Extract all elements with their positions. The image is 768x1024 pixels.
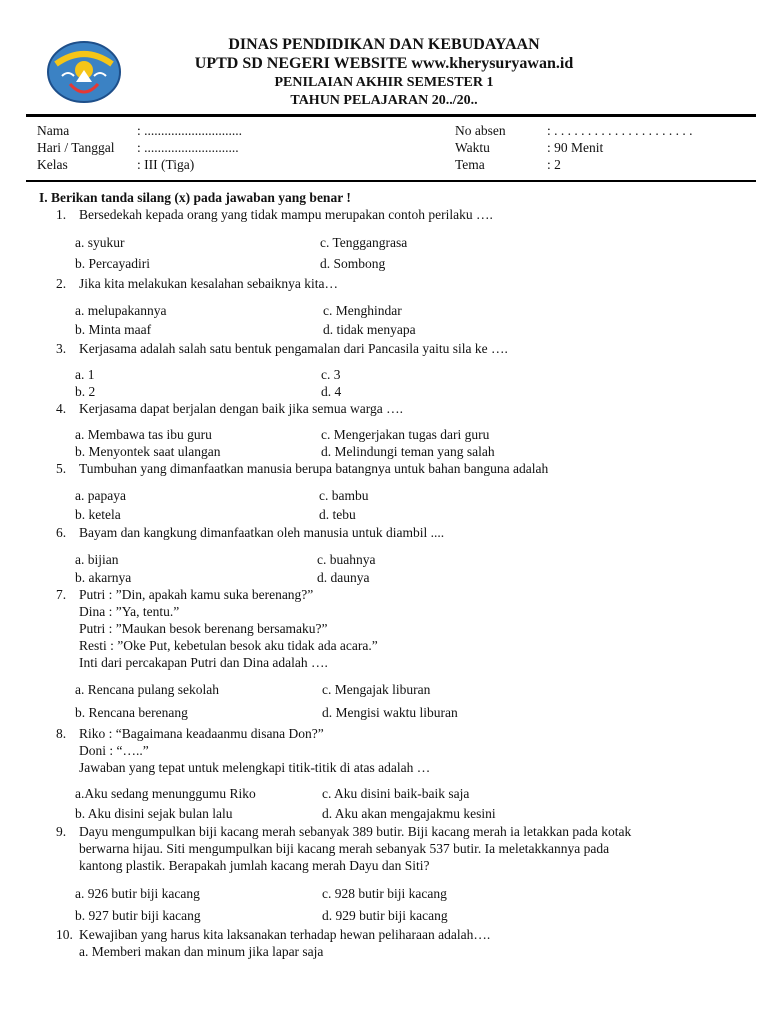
question-text: Riko : “Bagaimana keadaanmu disana Don?” bbox=[79, 726, 324, 741]
question-text-line: Dina : ”Ya, tentu.” bbox=[79, 604, 180, 619]
question-number: 3. bbox=[56, 341, 67, 356]
option-d: d. 4 bbox=[321, 384, 342, 399]
option-b: b. Rencana berenang bbox=[75, 705, 188, 720]
question-text-line: Jawaban yang tepat untuk melengkapi titik-titik di atas adalah … bbox=[79, 760, 431, 775]
question-number: 1. bbox=[56, 207, 67, 222]
option-d: d. 929 butir biji kacang bbox=[322, 908, 448, 923]
question-number: 10. bbox=[56, 927, 73, 942]
question-text-line: berwarna hijau. Siti mengumpulkan biji kacang merah sebanyak 537 butir. Ia meletakkannya pada bbox=[79, 841, 610, 856]
option-c: c. 3 bbox=[321, 367, 341, 382]
question-text-line: Putri : ”Maukan besok berenang bersamaku?” bbox=[79, 621, 328, 636]
question-text: Bersedekah kepada orang yang tidak mampu merupakan contoh perilaku …. bbox=[79, 207, 493, 222]
header-line-1: DINAS PENDIDIKAN DAN KEBUDAYAAN bbox=[228, 36, 540, 53]
option-d: d. Sombong bbox=[320, 256, 386, 271]
option-b: b. 2 bbox=[75, 384, 96, 399]
section-instruction: I. Berikan tanda silang (x) pada jawaban yang benar ! bbox=[39, 190, 351, 205]
info-label-nama: Nama bbox=[37, 123, 70, 138]
option-c: c. Mengerjakan tugas dari guru bbox=[321, 427, 490, 442]
option-a: a.Aku sedang menunggumu Riko bbox=[75, 786, 256, 801]
info-value-kelas: : III (Tiga) bbox=[137, 157, 195, 172]
option-c: c. Tenggangrasa bbox=[320, 235, 408, 250]
info-label-waktu: Waktu bbox=[455, 140, 490, 155]
info-label-kelas: Kelas bbox=[37, 157, 68, 172]
question-text-line: Inti dari percakapan Putri dan Dina adalah …. bbox=[79, 655, 328, 670]
info-divider bbox=[26, 180, 756, 182]
question-text: Tumbuhan yang dimanfaatkan manusia berupa batangnya untuk bahan banguna adalah bbox=[79, 461, 549, 476]
option-b: b. ketela bbox=[75, 507, 121, 522]
question-number: 8. bbox=[56, 726, 67, 741]
option-b: b. Menyontek saat ulangan bbox=[75, 444, 221, 459]
question-text-line: kantong plastik. Berapakah jumlah kacang merah Dayu dan Siti? bbox=[79, 858, 430, 873]
info-label-tema: Tema bbox=[455, 157, 485, 172]
option-c: c. Aku disini baik-baik saja bbox=[322, 786, 470, 801]
question-text-line: Doni : “…..” bbox=[79, 743, 149, 758]
option-a: a. 1 bbox=[75, 367, 95, 382]
question-text: Kerjasama dapat berjalan dengan baik jika semua warga …. bbox=[79, 401, 403, 416]
info-value-no-absen: : . . . . . . . . . . . . . . . . . . . . . bbox=[547, 123, 693, 138]
question-text: Putri : ”Din, apakah kamu suka berenang?” bbox=[79, 587, 314, 602]
question-number: 4. bbox=[56, 401, 67, 416]
question-text: Kewajiban yang harus kita laksanakan terhadap hewan peliharaan adalah…. bbox=[79, 927, 491, 942]
option-b: b. Percayadiri bbox=[75, 256, 150, 271]
option-b: b. 927 butir biji kacang bbox=[75, 908, 201, 923]
option-a: a. Rencana pulang sekolah bbox=[75, 682, 219, 697]
question-number: 2. bbox=[56, 276, 67, 291]
question-text-line: Resti : ”Oke Put, kebetulan besok aku tidak ada acara.” bbox=[79, 638, 378, 653]
option-a: a. syukur bbox=[75, 235, 125, 250]
question-number: 7. bbox=[56, 587, 67, 602]
question-text: Jika kita melakukan kesalahan sebaiknya kita… bbox=[79, 276, 339, 291]
question-number: 6. bbox=[56, 525, 67, 540]
header-line-2: UPTD SD NEGERI WEBSITE www.kherysuryawan.id bbox=[194, 55, 574, 72]
question-number: 5. bbox=[56, 461, 67, 476]
option-a: a. melupakannya bbox=[75, 303, 167, 318]
option-a: a. Memberi makan dan minum jika lapar saja bbox=[79, 944, 324, 959]
option-c: c. Menghindar bbox=[323, 303, 402, 318]
info-value-nama: : ............................. bbox=[137, 123, 243, 138]
option-b: b. Aku disini sejak bulan lalu bbox=[75, 806, 233, 821]
question-number: 9. bbox=[56, 824, 67, 839]
option-d: d. Mengisi waktu liburan bbox=[322, 705, 458, 720]
option-b: b. Minta maaf bbox=[75, 322, 152, 337]
info-label-hari-tanggal: Hari / Tanggal bbox=[37, 140, 115, 155]
option-d: d. Aku akan mengajakmu kesini bbox=[322, 806, 496, 821]
option-d: d. tidak menyapa bbox=[323, 322, 416, 337]
option-a: a. papaya bbox=[75, 488, 126, 503]
header-line-4: TAHUN PELAJARAN 20../20.. bbox=[290, 93, 478, 108]
header-divider bbox=[26, 114, 756, 117]
info-value-hari-tanggal: : ............................ bbox=[137, 140, 239, 155]
info-value-tema: : 2 bbox=[547, 157, 561, 172]
option-c: c. Mengajak liburan bbox=[322, 682, 431, 697]
option-d: d. Melindungi teman yang salah bbox=[321, 444, 495, 459]
option-d: d. tebu bbox=[319, 507, 356, 522]
header-line-3: PENILAIAN AKHIR SEMESTER 1 bbox=[274, 75, 494, 90]
info-label-no-absen: No absen bbox=[455, 123, 506, 138]
option-a: a. bijian bbox=[75, 552, 119, 567]
info-value-waktu: : 90 Menit bbox=[547, 140, 604, 155]
option-d: d. daunya bbox=[317, 570, 370, 585]
option-c: c. 928 butir biji kacang bbox=[322, 886, 447, 901]
option-a: a. 926 butir biji kacang bbox=[75, 886, 200, 901]
question-text: Bayam dan kangkung dimanfaatkan oleh manusia untuk diambil .... bbox=[79, 525, 445, 540]
question-text: Dayu mengumpulkan biji kacang merah sebanyak 389 butir. Biji kacang merah ia letakkan pada kotak bbox=[79, 824, 632, 839]
option-c: c. buahnya bbox=[317, 552, 376, 567]
option-c: c. bambu bbox=[319, 488, 369, 503]
option-a: a. Membawa tas ibu guru bbox=[75, 427, 212, 442]
option-b: b. akarnya bbox=[75, 570, 132, 585]
question-text: Kerjasama adalah salah satu bentuk pengamalan dari Pancasila yaitu sila ke …. bbox=[79, 341, 508, 356]
